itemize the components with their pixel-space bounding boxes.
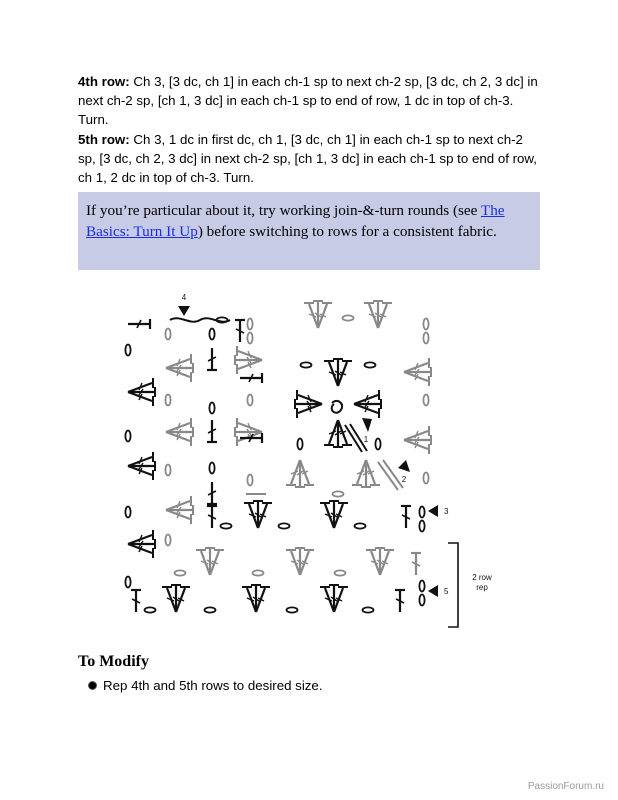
- row5-instructions: [78, 130, 540, 187]
- arrow-row1: [362, 418, 372, 432]
- to-modify-heading: To Modify: [78, 653, 149, 670]
- tip-box: [78, 192, 540, 270]
- arrow-row3: [428, 505, 438, 517]
- row4-label: 4th row:: [78, 74, 130, 89]
- crochet-chart: [120, 288, 492, 633]
- label-row5: 5: [444, 587, 449, 596]
- label-row1: 1: [363, 435, 369, 444]
- bullet-icon: [88, 681, 97, 690]
- row5-text: Ch 3, 1 dc in first dc, ch 1, [3 dc, ch 1] in each ch-1 sp to next ch-2 sp, [3 dc, ch 2, 3 dc] in next ch-2 sp, [ch 1, 3 dc] in each ch-1 sp to end of row, ch 1, 2 dc in top of ch-3. Turn.: [78, 132, 537, 185]
- arrow-row4: [178, 306, 190, 316]
- modify-bullet-text: Rep 4th and 5th rows to desired size.: [103, 678, 323, 693]
- modify-bullet-item: [88, 678, 323, 693]
- label-rep-line1: 2 row: [472, 573, 492, 582]
- label-row2: 2: [401, 475, 407, 484]
- row4-instructions: [78, 72, 540, 129]
- tip-text-after: ) before switching to rows for a consistent fabric.: [197, 223, 497, 240]
- repeat-bracket: [448, 543, 458, 627]
- chart-row-3: [170, 317, 425, 531]
- tip-text-before: If you’re particular about it, try working join-&-turn rounds (see: [86, 202, 481, 219]
- label-rep-line2: rep: [476, 583, 488, 592]
- label-row3: 3: [444, 507, 449, 516]
- row5-label: 5th row:: [78, 132, 130, 147]
- arrow-row5: [428, 585, 438, 597]
- watermark: PassionForum.ru: [527, 781, 604, 792]
- row4-text: Ch 3, [3 dc, ch 1] in each ch-1 sp to next ch-2 sp, [3 dc, ch 2, 3 dc] in next ch-2 sp, [ch 1, 3 dc] in each ch-1 sp to end of row, 1 dc in top of ch-3. Turn.: [78, 74, 538, 127]
- label-row4: 4: [181, 293, 187, 302]
- chart-row-4: [165, 329, 421, 576]
- arrow-row2: [398, 460, 410, 472]
- basics-turn-it-up-link[interactable]: The Basics: Turn It Up: [86, 202, 505, 240]
